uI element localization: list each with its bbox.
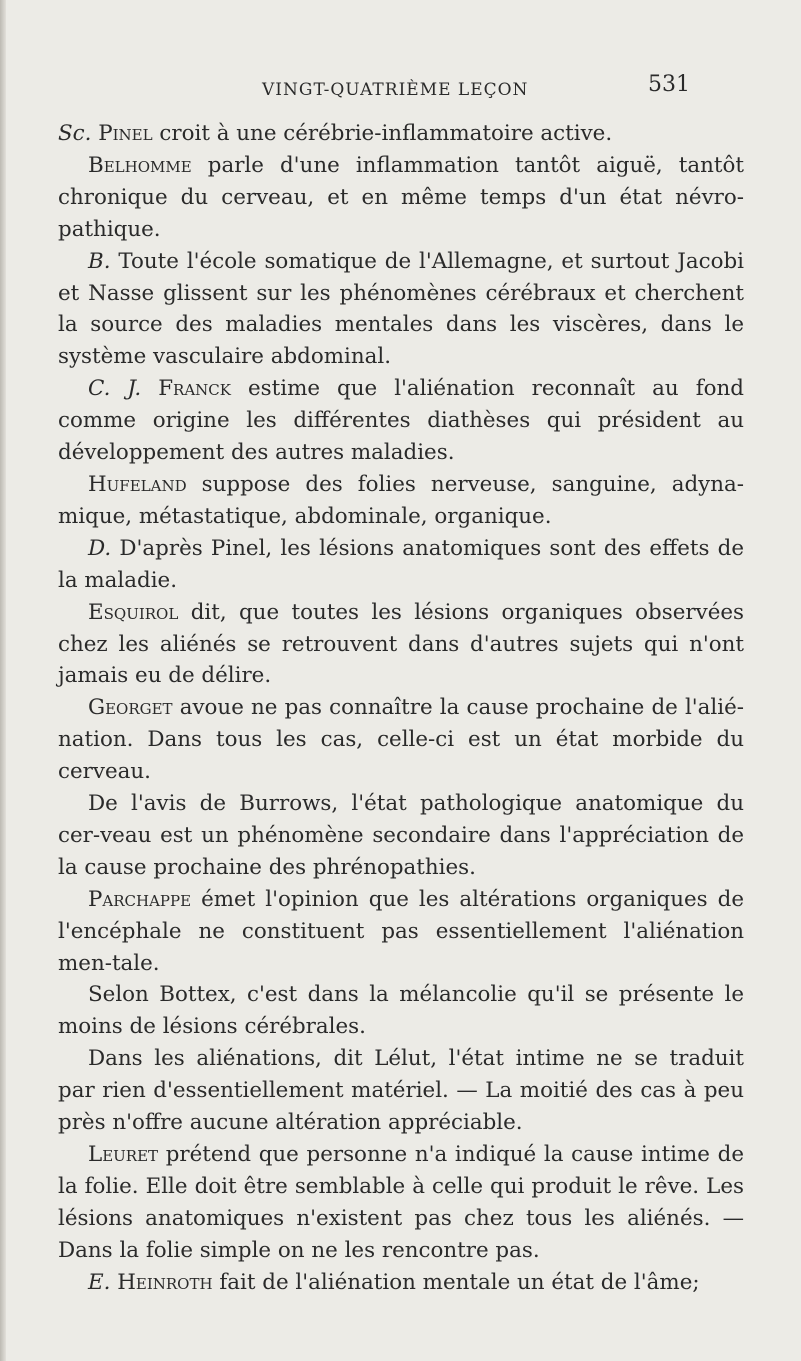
author-name: Parchappe — [88, 886, 192, 912]
paragraph-marker: Sc. — [58, 121, 99, 146]
paragraph — [58, 246, 744, 374]
page-edge — [0, 0, 6, 1361]
paragraph — [58, 533, 744, 597]
paragraph — [58, 150, 744, 246]
paragraph-text: Toute l'école somatique de l'Allemagne, et surtout Jacobi et Nasse glissent sur les phénomènes cérébraux et cherchent la source des maladies mentales dans les viscères, dans le système vasculaire abdominal. — [58, 248, 745, 370]
paragraph — [58, 1267, 744, 1299]
paragraph — [58, 884, 744, 980]
paragraph — [58, 1139, 744, 1267]
author-name: Belhomme — [88, 152, 192, 178]
body-text — [58, 118, 744, 1299]
paragraph — [58, 373, 744, 469]
author-name: Georget — [88, 695, 173, 721]
paragraph-text: Dans les aliénations, dit Lélut, l'état intime ne se traduit par rien d'essentiellement matériel. — La moitié des cas à peu près n'offre aucune altération appréciable. — [58, 1046, 744, 1136]
paragraph — [58, 788, 744, 884]
author-name: Leuret — [88, 1142, 159, 1167]
paragraph-text: D'après Pinel, les lésions anatomiques sont des effets de la maladie. — [58, 535, 744, 593]
paragraph-text: prétend que personne n'a indiqué la cause intime de la folie. Elle doit être semblable à celle qui produit le rêve. Les lésions anatomiques n'existent pas chez tous les aliénés. — Dans la folie simple on ne les rencontre pas. — [58, 1142, 744, 1263]
paragraph-text: émet l'opinion que les altérations organiques de l'encéphale ne constituent pas essentiellement l'aliénation men-tale. — [58, 886, 744, 976]
paragraph-marker: D. — [88, 535, 120, 561]
paragraph — [58, 118, 744, 150]
paragraph-text: dit, que toutes les lésions organiques observées chez les aliénés se retrouvent dans d'autres sujets qui n'ont jamais eu de délire. — [58, 599, 744, 689]
author-name: Franck — [158, 376, 231, 402]
paragraph — [58, 1043, 744, 1139]
running-title: VINGT-QUATRIÈME LEÇON — [262, 80, 529, 100]
paragraph-text: avoue ne pas connaître la cause prochaine de l'alié-nation. Dans tous les cas, celle-ci est un état morbide du cerveau. — [58, 695, 744, 785]
paragraph-text: estime que l'aliénation reconnaît au fond comme origine les différentes diathèses qui président au développement des autres maladies. — [58, 376, 744, 466]
paragraph-text: fait de l'aliénation mentale un état de l'âme; — [212, 1269, 700, 1295]
paragraph — [58, 597, 744, 693]
paragraph-marker: B. — [88, 248, 119, 274]
author-name: Heinroth — [117, 1269, 213, 1295]
paragraph-text: suppose des folies nerveuse, sanguine, adyna-mique, métastatique, abdominale, organique. — [58, 471, 744, 529]
paragraph-marker: C. J. — [88, 376, 159, 402]
paragraph — [58, 469, 744, 533]
running-head — [0, 72, 801, 108]
author-name: Pinel — [98, 121, 153, 146]
paragraph-text: Selon Bottex, c'est dans la mélancolie qu'il se présente le moins de lésions cérébrales. — [58, 982, 744, 1040]
author-name: Hufeland — [88, 471, 187, 497]
author-name: Esquirol — [88, 599, 179, 625]
paragraph — [58, 979, 744, 1043]
paragraph-text: croit à une cérébrie-inflammatoire active. — [152, 121, 613, 146]
paragraph-text: parle d'une inflammation tantôt aiguë, tantôt chronique du cerveau, et en même temps d'un état névro-pathique. — [58, 152, 744, 242]
paragraph — [58, 692, 744, 788]
page-number: 531 — [648, 72, 690, 97]
paragraph-marker: E. — [88, 1269, 118, 1295]
paragraph-text: De l'avis de Burrows, l'état pathologique anatomique du cer-veau est un phénomène secondaire dans l'appréciation de la cause prochaine des phrénopathies. — [58, 791, 744, 880]
